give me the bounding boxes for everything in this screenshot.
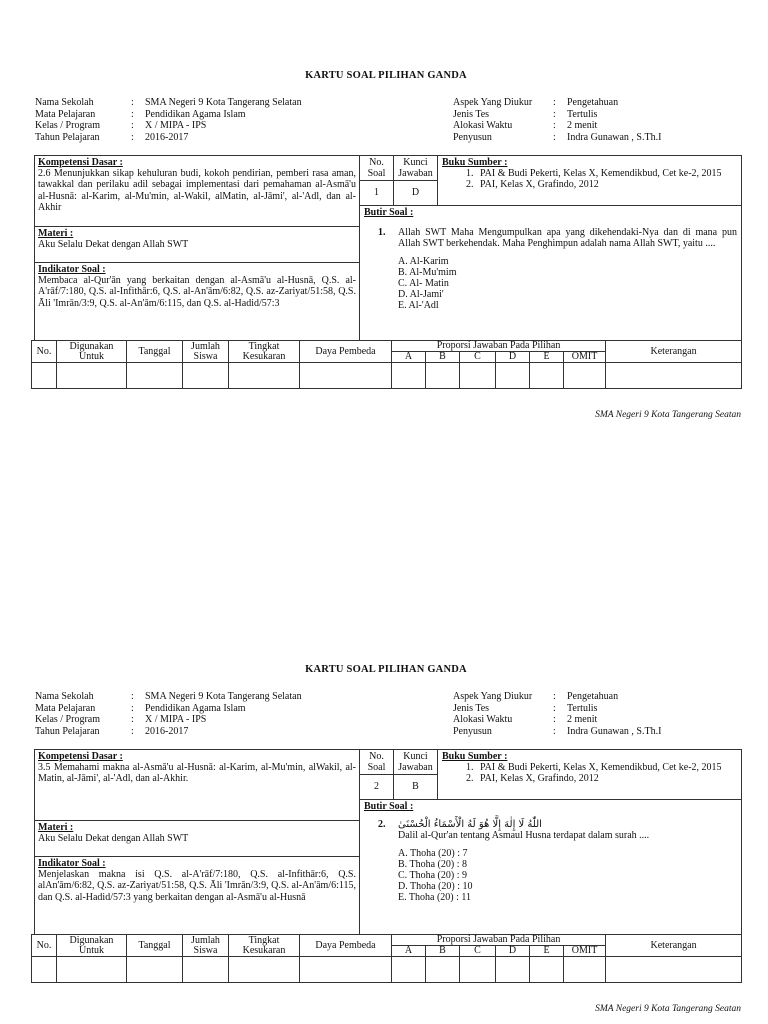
- identity-value: Pengetahuan: [567, 97, 619, 108]
- no-soal-value: 2: [360, 775, 394, 800]
- col-digunakan: Digunakan Untuk: [57, 341, 127, 363]
- identity-block: [35, 691, 741, 743]
- card-footer: SMA Negeri 9 Kota Tangerang Seatan: [595, 410, 741, 420]
- identity-left: [35, 97, 302, 143]
- kompetensi-text: 2.6 Menunjukkan sikap kehuluran budi, kokoh pendirian, pemberi rasa aman, tawakkal dan perilaku adil sebagai implementasi dari pemahaman al-Asmā'u al-Husnā: al-Karim, al-Mu'min, al-Wakil, alMatin, al-Jāmi', al-'Adl, dan al-Akhir: [38, 168, 356, 213]
- identity-label: Jenis Tes: [453, 702, 490, 714]
- identity-value: Pendidikan Agama Islam: [145, 702, 246, 714]
- identity-block: [35, 97, 741, 149]
- identity-value: Indra Gunawan , S.Th.I: [567, 725, 662, 737]
- buku-heading: Buku Sumber :: [442, 157, 508, 168]
- choice-col-c: C: [460, 946, 496, 957]
- identity-value: X / MIPA - IPS: [145, 120, 207, 131]
- identity-label: Alokasi Waktu: [453, 714, 513, 725]
- answer-option: E. Thoha (20) : 11: [398, 892, 472, 904]
- indikator-heading: Indikator Soal :: [38, 858, 106, 869]
- identity-value: Tertulis: [567, 108, 598, 120]
- kompetensi-heading: Kompetensi Dasar :: [38, 751, 123, 762]
- question-block: [364, 227, 737, 311]
- buku-item: 2. PAI, Kelas X, Grafindo, 2012: [476, 773, 737, 784]
- item-analysis-table: [31, 340, 742, 389]
- question-text: Dalil al-Qur'an tentang Asmaul Husna terdapat dalam surah ....: [398, 830, 650, 842]
- answer-option: E. Al-'Adl: [398, 300, 439, 312]
- col-daya: Daya Pembeda: [300, 935, 392, 957]
- identity-label: Mata Pelajaran: [35, 702, 96, 714]
- card-title: KARTU SOAL PILIHAN GANDA: [305, 70, 467, 81]
- left-panel: [35, 750, 360, 935]
- identity-row: [453, 703, 661, 715]
- identity-label: Mata Pelajaran: [35, 108, 96, 120]
- answer-option: C. Al- Matin: [398, 278, 449, 290]
- buku-item: 1. PAI & Budi Pekerti, Kelas X, Kemendikbud, Cet ke-2, 2015: [476, 168, 737, 179]
- col-daya: Daya Pembeda: [300, 341, 392, 363]
- identity-label: Kelas / Program: [35, 714, 100, 725]
- identity-colon: :: [131, 97, 134, 108]
- card-title: KARTU SOAL PILIHAN GANDA: [305, 664, 467, 675]
- buku-item: 1. PAI & Budi Pekerti, Kelas X, Kemendikbud, Cet ke-2, 2015: [476, 762, 737, 773]
- kunci-header: Kunci Jawaban: [394, 156, 438, 181]
- materi-section: [35, 821, 359, 857]
- card-main-table: [34, 155, 742, 341]
- butir-heading: Butir Soal :: [364, 207, 414, 218]
- question-number: 1.: [378, 227, 386, 239]
- kunci-header: Kunci Jawaban: [394, 750, 438, 775]
- col-tingkat: Tingkat Kesukaran: [229, 935, 300, 957]
- indikator-section: [35, 857, 359, 904]
- identity-colon: :: [553, 725, 556, 737]
- identity-colon: :: [131, 120, 134, 131]
- identity-colon: :: [131, 108, 134, 120]
- no-soal-value: 1: [360, 181, 394, 206]
- identity-colon: :: [131, 691, 134, 702]
- identity-left: [35, 691, 302, 737]
- buku-item: 2. PAI, Kelas X, Grafindo, 2012: [476, 179, 737, 190]
- identity-colon: :: [553, 691, 556, 702]
- choice-col-b: B: [426, 352, 460, 363]
- identity-colon: :: [553, 97, 556, 108]
- identity-value: Indra Gunawan , S.Th.I: [567, 131, 662, 143]
- identity-row: [453, 120, 661, 132]
- choice-col-d: D: [496, 352, 530, 363]
- identity-colon: :: [553, 120, 556, 131]
- identity-row: [35, 120, 302, 132]
- identity-label: Alokasi Waktu: [453, 120, 513, 131]
- empty-data-row: [32, 363, 742, 389]
- buku-sumber-cell: [438, 156, 742, 206]
- identity-label: Aspek Yang Diukur: [453, 691, 533, 702]
- no-soal-header: No. Soal: [360, 156, 394, 181]
- answer-option: A. Al-Karim: [398, 255, 449, 267]
- question-number: 2.: [378, 819, 386, 831]
- col-keterangan: Keterangan: [606, 341, 742, 363]
- identity-colon: :: [131, 714, 134, 725]
- col-jumlah: Jumlah Siswa: [183, 935, 229, 957]
- identity-label: Nama Sekolah: [35, 691, 94, 702]
- identity-row: [35, 97, 302, 109]
- buku-heading: Buku Sumber :: [442, 751, 508, 762]
- choice-col-omit: OMIT: [564, 946, 606, 957]
- identity-value: X / MIPA - IPS: [145, 714, 207, 725]
- answer-option: C. Thoha (20) : 9: [398, 870, 467, 882]
- identity-row: [35, 109, 302, 121]
- choice-col-e: E: [530, 352, 564, 363]
- identity-row: [453, 726, 661, 738]
- col-proporsi: Proporsi Jawaban Pada Pilihan: [392, 935, 606, 946]
- identity-value: 2016-2017: [145, 725, 189, 737]
- buku-sumber-cell: [438, 750, 742, 800]
- question-text: Allah SWT Maha Mengumpulkan apa yang dikehendaki-Nya dan di mana pun Allah SWT berkehendak. Maha Penghimpun adalah nama Allah SWT, yaitu ....: [398, 227, 737, 250]
- identity-colon: :: [131, 131, 134, 143]
- identity-row: [35, 703, 302, 715]
- identity-row: [453, 714, 661, 726]
- identity-colon: :: [553, 714, 556, 725]
- identity-colon: :: [553, 702, 556, 714]
- choice-col-d: D: [496, 946, 530, 957]
- col-tanggal: Tanggal: [127, 935, 183, 957]
- identity-label: Nama Sekolah: [35, 97, 94, 108]
- indikator-heading: Indikator Soal :: [38, 264, 106, 275]
- indikator-text: Menjelaskan makna isi Q.S. al-A'rāf/7:180, Q.S. al-Infithār:6, Q.S. alAn'ām/6:82, Q.S. az-Zariyat/51:58, Q.S. Āli 'Imrān/3:9, Q.S. al-An'ām/6:115, dan Q.S. al-Hadid/57:3 yang berkaitan dengan al-Asmā'u al-Husnā: [38, 869, 356, 903]
- choice-col-b: B: [426, 946, 460, 957]
- col-digunakan: Digunakan Untuk: [57, 935, 127, 957]
- butir-soal-cell: [360, 800, 742, 935]
- col-jumlah: Jumlah Siswa: [183, 341, 229, 363]
- identity-colon: :: [131, 702, 134, 714]
- kompetensi-section: [35, 156, 359, 227]
- buku-list: [442, 762, 737, 784]
- col-tanggal: Tanggal: [127, 341, 183, 363]
- identity-row: [453, 691, 661, 703]
- identity-label: Aspek Yang Diukur: [453, 97, 533, 108]
- identity-colon: :: [553, 131, 556, 143]
- materi-text: Aku Selalu Dekat dengan Allah SWT: [38, 833, 189, 845]
- identity-label: Kelas / Program: [35, 120, 100, 131]
- choice-col-c: C: [460, 352, 496, 363]
- identity-label: Jenis Tes: [453, 108, 490, 120]
- identity-value: Pendidikan Agama Islam: [145, 108, 246, 120]
- identity-label: Penyusun: [453, 131, 492, 143]
- empty-data-row: [32, 957, 742, 983]
- identity-row: [453, 109, 661, 121]
- col-no: No.: [32, 341, 57, 363]
- identity-label: Tahun Pelajaran: [35, 725, 100, 737]
- identity-value: SMA Negeri 9 Kota Tangerang Selatan: [145, 691, 302, 702]
- buku-list: [442, 168, 737, 190]
- col-keterangan: Keterangan: [606, 935, 742, 957]
- indikator-section: [35, 263, 359, 310]
- item-analysis-table: [31, 934, 742, 983]
- no-soal-header: No. Soal: [360, 750, 394, 775]
- kompetensi-section: [35, 750, 359, 821]
- choice-col-a: A: [392, 946, 426, 957]
- options-list: [398, 848, 737, 904]
- identity-value: 2 menit: [567, 120, 598, 131]
- identity-value: SMA Negeri 9 Kota Tangerang Selatan: [145, 97, 302, 108]
- options-list: [398, 256, 737, 312]
- answer-option: D. Al-Jami': [398, 289, 444, 301]
- identity-label: Penyusun: [453, 725, 492, 737]
- kompetensi-text: 3.5 Memahami makna al-Asmā'u al-Husnā: al-Karim, al-Mu'min, alWakil, al-Matin, al-Jāmi', al-'Adl, dan al-Akhir.: [38, 762, 356, 785]
- kompetensi-heading: Kompetensi Dasar :: [38, 157, 123, 168]
- col-no: No.: [32, 935, 57, 957]
- identity-row: [35, 132, 302, 144]
- answer-option: A. Thoha (20) : 7: [398, 847, 468, 859]
- materi-text: Aku Selalu Dekat dengan Allah SWT: [38, 239, 189, 251]
- kunci-value: B: [394, 775, 438, 800]
- butir-soal-cell: [360, 206, 742, 341]
- identity-row: [35, 714, 302, 726]
- materi-heading: Materi :: [38, 228, 74, 239]
- identity-row: [453, 97, 661, 109]
- answer-option: D. Thoha (20) : 10: [398, 881, 473, 893]
- butir-heading: Butir Soal :: [364, 801, 414, 812]
- materi-heading: Materi :: [38, 822, 74, 833]
- identity-right: [453, 691, 661, 737]
- choice-col-a: A: [392, 352, 426, 363]
- kunci-value: D: [394, 181, 438, 206]
- identity-value: 2016-2017: [145, 131, 189, 143]
- col-proporsi: Proporsi Jawaban Pada Pilihan: [392, 341, 606, 352]
- identity-row: [453, 132, 661, 144]
- identity-value: Pengetahuan: [567, 691, 619, 702]
- identity-value: 2 menit: [567, 714, 598, 725]
- answer-option: B. Thoha (20) : 8: [398, 858, 467, 870]
- choice-col-e: E: [530, 946, 564, 957]
- identity-value: Tertulis: [567, 702, 598, 714]
- choice-col-omit: OMIT: [564, 352, 606, 363]
- question-block: [364, 819, 737, 903]
- arabic-verse: اللّٰهُ لَا إِلٰهَ إِلَّا هُوَ لَهُ الْأَسْمَاءُ الْحُسْنَىٰ: [398, 819, 542, 831]
- answer-option: B. Al-Mu'mim: [398, 266, 457, 278]
- identity-right: [453, 97, 661, 143]
- left-panel: [35, 156, 360, 341]
- col-tingkat: Tingkat Kesukaran: [229, 341, 300, 363]
- indikator-text: Membaca al-Qur'ān yang berkaitan dengan al-Asmā'u al-Husnā, Q.S. al-A'rāf/7:180, Q.S. al-Infithār:6, Q.S. al-An'ām/6:82, Q.S. az-Zariyat/51:58, Q.S. Āli 'Imrān/3:9, Q.S. al-An'ām/6:115, dan Q.S. al-Hadid/57:3: [38, 275, 356, 309]
- card-footer: SMA Negeri 9 Kota Tangerang Seatan: [595, 1004, 741, 1014]
- card-main-table: [34, 749, 742, 935]
- materi-section: [35, 227, 359, 263]
- identity-colon: :: [553, 108, 556, 120]
- identity-row: [35, 726, 302, 738]
- identity-colon: :: [131, 725, 134, 737]
- identity-row: [35, 691, 302, 703]
- identity-label: Tahun Pelajaran: [35, 131, 100, 143]
